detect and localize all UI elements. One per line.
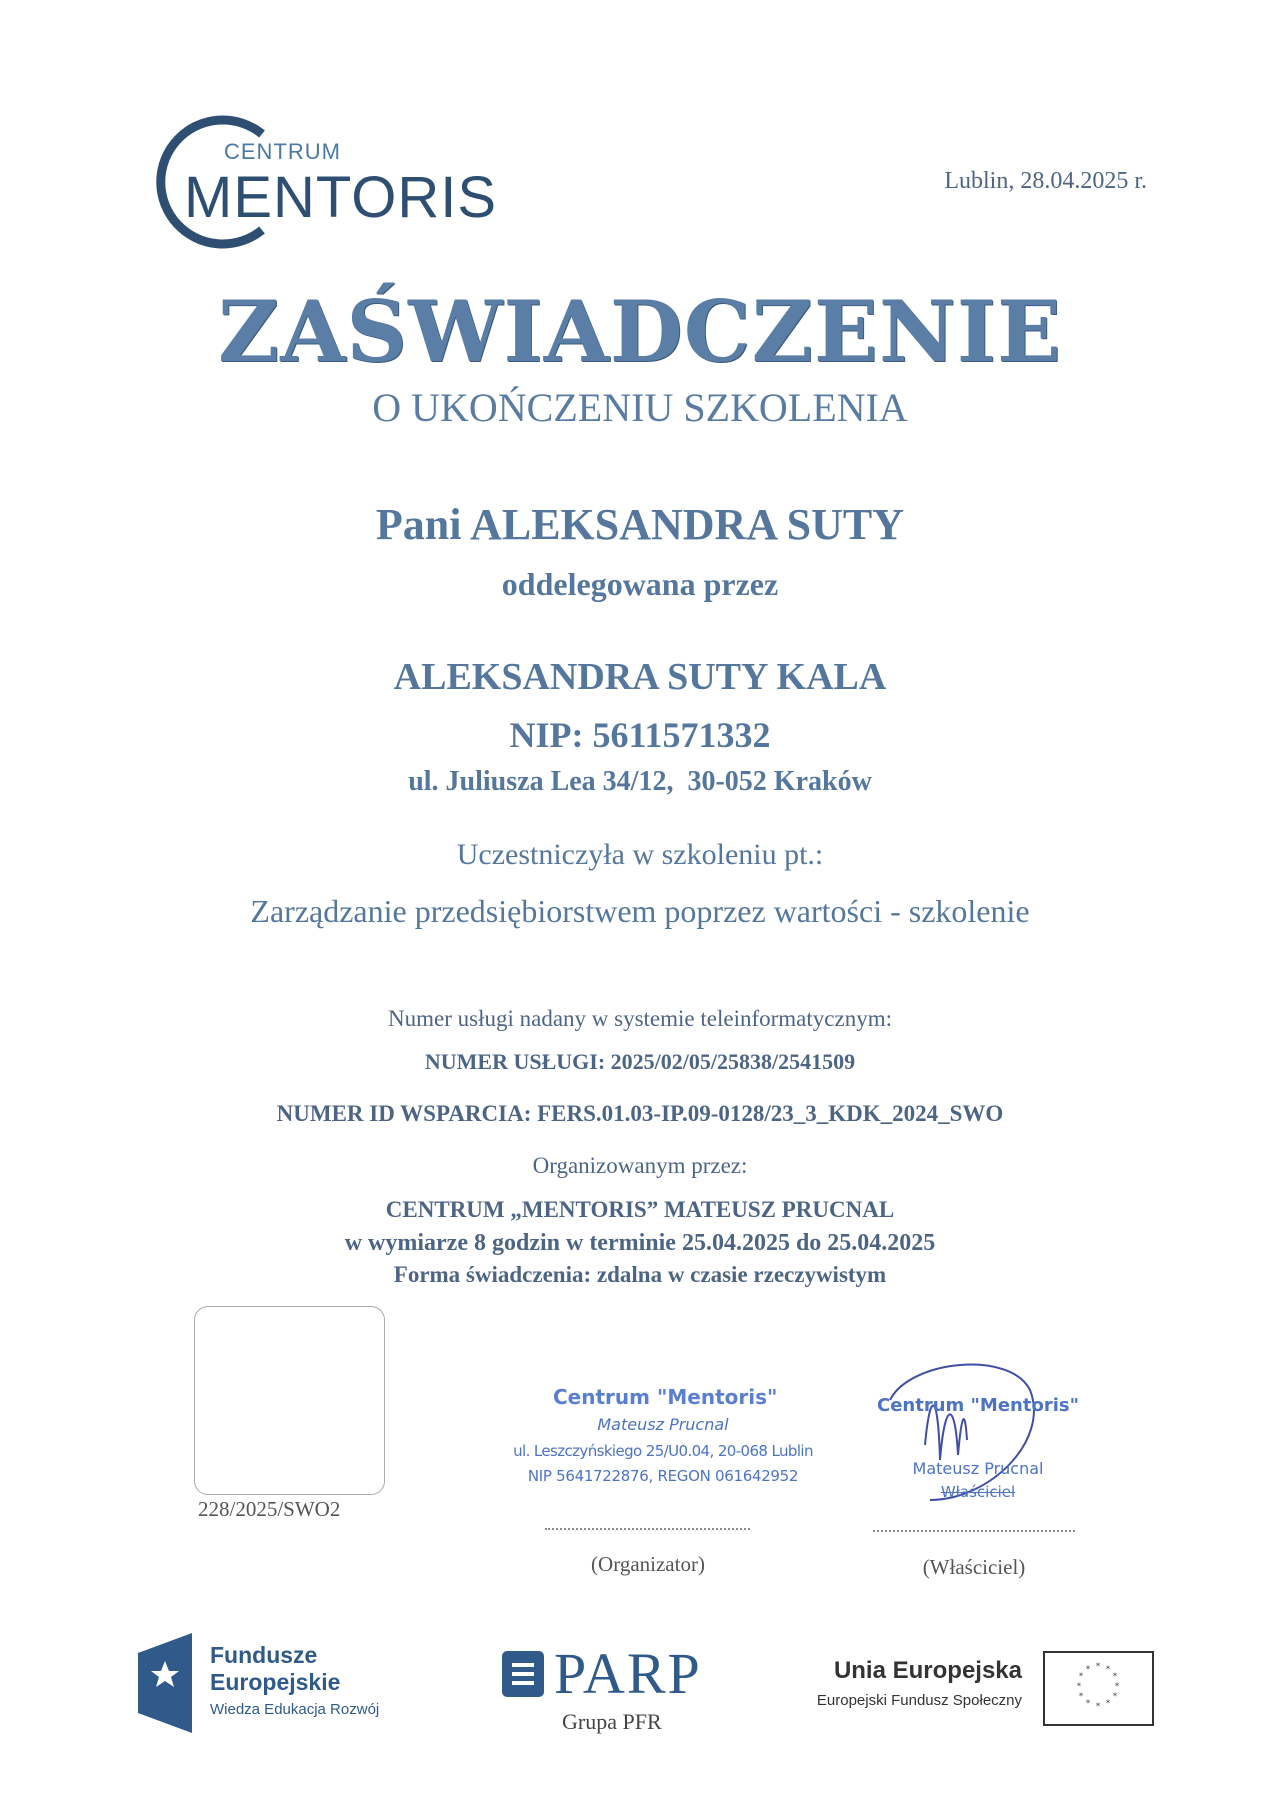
fe-line1: Fundusze <box>210 1642 318 1668</box>
organizer-signature-label: (Organizator) <box>591 1552 705 1576</box>
svg-text:*: * <box>1096 1702 1100 1711</box>
svg-text:*: * <box>1086 1699 1090 1708</box>
certificate-number: 228/2025/SWO2 <box>198 1497 341 1521</box>
fe-line3: Wiedza Edukacja Rozwój <box>210 1701 380 1718</box>
owner-stamp-person: Mateusz Prucnal <box>912 1459 1044 1478</box>
delegated-by: oddelegowana przez <box>501 566 779 602</box>
document-subtitle: O UKOŃCZENIU SZKOLENIA <box>372 385 908 430</box>
training-title: Zarządzanie przedsiębiorstwem poprzez wartości - szkolenie <box>250 893 1030 929</box>
owner-stamp-name: Centrum "Mentoris" <box>877 1395 1079 1416</box>
svg-text:*: * <box>1079 1692 1083 1701</box>
fundusze-europejskie-logo <box>138 1633 418 1733</box>
photo-placeholder <box>194 1306 385 1495</box>
owner-signature-line <box>873 1530 1075 1532</box>
parp-logo <box>502 1641 722 1740</box>
eu-flag <box>1043 1651 1154 1726</box>
organized-by-label: Organizowanym przez: <box>532 1153 748 1178</box>
logo-bottom-text: MENTORIS <box>184 165 498 230</box>
svg-text:*: * <box>1086 1665 1090 1674</box>
svg-text:*: * <box>1077 1682 1081 1691</box>
eu-fund: Europejski Fundusz Społeczny <box>816 1692 1022 1709</box>
owner-signature-label: (Właściciel) <box>922 1555 1026 1579</box>
svg-text:*: * <box>1113 1672 1117 1681</box>
service-number: NUMER USŁUGI: 2025/02/05/25838/2541509 <box>424 1049 856 1074</box>
organizer-stamp-name: Centrum "Mentoris" <box>553 1385 778 1409</box>
participant-name: Pani ALEKSANDRA SUTY <box>375 500 905 549</box>
participated-label: Uczestniczyła w szkoleniu pt.: <box>456 838 824 871</box>
training-form: Forma świadczenia: zdalna w czasie rzeczywistym <box>393 1262 887 1287</box>
service-label: Numer usługi nadany w systemie teleinformatycznym: <box>388 1006 892 1031</box>
organizer-signature-line <box>545 1528 750 1530</box>
eu-name: Unia Europejska <box>833 1657 1022 1684</box>
svg-text:*: * <box>1113 1692 1117 1701</box>
fe-line2: Europejskie <box>210 1669 341 1695</box>
organizer-stamp-ids: NIP 5641722876, REGON 061642952 <box>527 1467 799 1485</box>
parp-group: Grupa PFR <box>562 1709 662 1734</box>
training-duration: w wymiarze 8 godzin w terminie 25.04.2025 do 25.04.2025 <box>344 1230 936 1256</box>
svg-text:*: * <box>1106 1665 1110 1674</box>
document-title: ZAŚWIADCZENIE <box>217 282 1063 381</box>
company-name: ALEKSANDRA SUTY KALA <box>393 656 887 698</box>
company-address: ul. Juliusza Lea 34/12, 30-052 Kraków <box>408 766 872 797</box>
eu-stars-icon <box>1045 1653 1152 1724</box>
mentoris-logo <box>144 112 498 252</box>
organizer-name: CENTRUM „MENTORIS” MATEUSZ PRUCNAL <box>385 1197 895 1222</box>
parp-mark-icon <box>502 1651 544 1697</box>
organizer-stamp-person: Mateusz Prucnal <box>597 1415 729 1434</box>
svg-text:*: * <box>1115 1682 1119 1691</box>
issue-date: Lublin, 28.04.2025 r. <box>944 168 1147 194</box>
owner-stamp-role: Właściciel <box>940 1483 1016 1501</box>
svg-text:*: * <box>1096 1662 1100 1671</box>
logo-top-text: CENTRUM <box>224 139 341 164</box>
support-id: NUMER ID WSPARCIA: FERS.01.03-IP.09-0128/23_3_KDK_2024_SWO <box>276 1101 1004 1126</box>
svg-text:*: * <box>1106 1699 1110 1708</box>
svg-text:*: * <box>1079 1672 1083 1681</box>
parp-name: PARP <box>554 1641 702 1706</box>
organizer-stamp-address: ul. Leszczyńskiego 25/U0.04, 20-068 Lublin <box>513 1442 813 1460</box>
fe-star-icon <box>138 1633 192 1733</box>
company-nip: NIP: 5611571332 <box>509 715 771 755</box>
